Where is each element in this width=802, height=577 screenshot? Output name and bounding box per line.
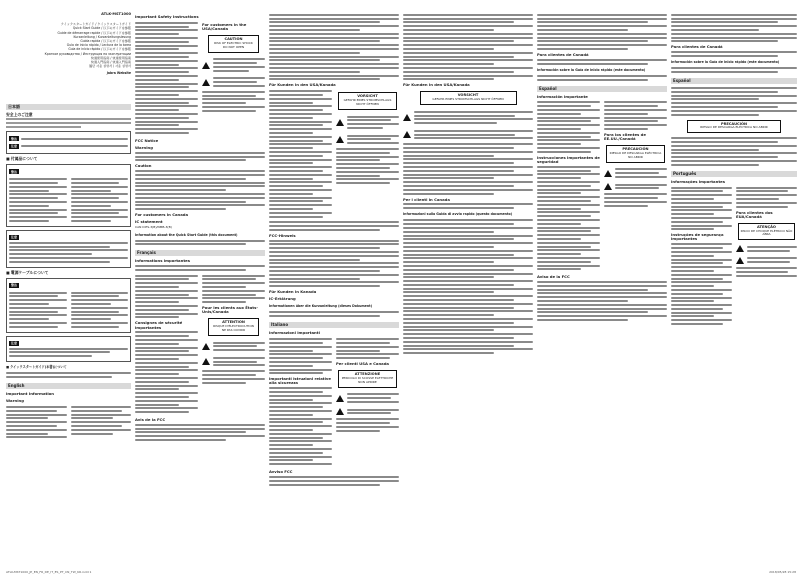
en-canada: For customers in Canada <box>135 212 189 218</box>
column-6 <box>671 12 797 564</box>
it-usa: Per clienti USA e Canada <box>336 361 389 367</box>
guide-line: Guía de inicio rápido / Lectura de la tarea <box>66 43 131 48</box>
de-canada: Für Kunden in Kanada <box>269 289 317 295</box>
es-caution-box-2 <box>687 120 781 134</box>
column-3 <box>269 12 399 564</box>
guide-line: Guia de início rápido / 以下のガイドを参照 <box>68 47 131 52</box>
caution-title: VORSICHT <box>357 94 378 99</box>
guide-line: クイックスタートガイド / クイックスタートガイド <box>60 22 131 27</box>
en-ic: IC statement <box>135 219 163 225</box>
de-ic: IC-Erklärung <box>269 296 296 302</box>
guide-line: Guide de démarrage rapide / 以下のガイドを参照 <box>57 30 131 35</box>
en-fcc-warning: Warning <box>135 144 153 150</box>
es-important: Información importante <box>537 93 588 99</box>
column-5 <box>537 12 667 564</box>
guide-line: Quick Start Guide / 以下のガイドを参照 <box>72 26 131 31</box>
es-usa: Para los clientes de EE.UU./Canadá <box>604 132 646 142</box>
fr-caution-box <box>208 318 258 335</box>
exclamation-warning-icon <box>336 136 344 143</box>
exclamation-warning-icon <box>202 79 210 86</box>
it-about: Informazioni sulla Guida di avvio rapido (questo documento) <box>403 212 513 217</box>
exclamation-warning-icon <box>336 408 344 415</box>
exclamation-warning-icon <box>604 183 612 190</box>
en-safety-title: Important Safety Instructions <box>135 14 199 19</box>
en-usa-canada: For customers in the USA/Canada <box>202 22 247 32</box>
section-japanese: 日本語 <box>6 104 131 110</box>
it-important: Informazioni importanti <box>269 330 320 336</box>
jp-power-table <box>6 278 131 333</box>
section-espanol: Español <box>537 86 667 92</box>
it-caution-box <box>338 370 398 387</box>
caution-body: RIESGO DE DESCARGA ELÉCTRICA NO ABRIR <box>609 151 662 159</box>
jp-warning-table <box>6 164 131 226</box>
section-english: English <box>6 383 131 389</box>
pt-safety: Instruções de segurança importantes <box>671 232 724 242</box>
de-usa: Für Kunden in den USA/Kanada <box>269 82 336 88</box>
fr-usa: Pour les clients aux États-Unis/Canada <box>202 305 258 315</box>
lightning-warning-icon <box>604 170 612 177</box>
fr-safety: Consignes de sécurité importantes <box>135 320 183 330</box>
de-usa-2: Für Kunden in den USA/Kanada <box>403 82 470 88</box>
caution-badge: 注意 <box>11 235 18 240</box>
de-caution-box-2 <box>420 91 517 105</box>
jp-warning-box <box>6 131 131 154</box>
caution-body: PERICOLO DI SCOSSE ELETTRICHE NON APRIRE <box>341 376 394 384</box>
caution-title: ATTENZIONE <box>354 372 381 377</box>
exclamation-warning-icon <box>403 131 411 138</box>
model-number: ATLK-MST1000 <box>101 12 131 16</box>
guide-line: Kurzanleitung / Kurzanleitungslesung <box>73 34 131 39</box>
jp-sub-power: ■ 電源ケーブルについて <box>6 269 49 275</box>
caution-title: PRECAUCIÓN <box>720 121 748 126</box>
es-canada: Para clientes de Canadá <box>537 51 589 57</box>
footer-date: 2018/05/28 15:28 <box>769 570 796 574</box>
warning-badge: 警告 <box>11 136 18 141</box>
caution-title: ATTENTION <box>222 320 245 325</box>
lightning-warning-icon <box>736 245 744 252</box>
caution-badge: 注意 <box>11 341 18 346</box>
it-safety: Importanti istruzioni relative alla sicurezza <box>269 376 331 386</box>
footer-file: ATLK-MST1000_JP_EN_FR_DE_IT_ES_PT_CN_TW_KR.indd 1 <box>6 570 92 574</box>
column-1 <box>6 12 131 564</box>
fr-important: Informations importantes <box>135 258 190 264</box>
caution-body: RISQUE D'ÉLECTROCUTION NE PAS OUVRIR <box>213 324 254 333</box>
warning-badge: 警告 <box>11 169 18 174</box>
pt-usa: Para clientes dos EUA/Canadá <box>736 209 773 219</box>
en-warning-label: Warning <box>6 398 24 404</box>
caution-body: RISK OF ELECTRIC SHOCK DO NOT OPEN <box>214 41 253 49</box>
jp-caution-table <box>6 230 131 268</box>
pt-important: Informações importantes <box>671 178 725 184</box>
caution-body: GEFAHR EINES STROMSCHLAGS NICHT ÖFFNEN <box>343 98 392 107</box>
exclamation-warning-icon <box>736 257 744 264</box>
section-italiano: Italiano <box>269 322 399 328</box>
en-caution-box <box>208 35 258 52</box>
site-label: Jabra Website <box>106 71 131 76</box>
column-2 <box>135 12 265 564</box>
lightning-warning-icon <box>202 343 210 350</box>
caution-title: PRECAUCIÓN <box>622 147 649 152</box>
column-4 <box>403 12 533 564</box>
es-about: Información sobre la Guía de inicio rápido (este documento) <box>537 67 646 72</box>
caution-body: RISCO DE CHOQUE ELÉTRICO NÃO ABRA <box>740 228 793 237</box>
es-canada-2: Para clientes de Canadá <box>671 44 723 50</box>
jp-caution-table-2 <box>6 336 131 362</box>
jp-safety-title: 安全上のご注意 <box>6 111 33 117</box>
fr-fcc: Avis de la FCC <box>135 416 166 422</box>
it-fcc: Avviso FCC <box>269 469 293 475</box>
it-canada: Per i clienti in Canada <box>403 196 450 202</box>
pt-caution-box <box>738 223 796 240</box>
lightning-warning-icon <box>336 395 344 402</box>
section-portugues: Português <box>671 171 797 177</box>
jp-note: ■ クイックスタートガイド(本書)について <box>6 365 67 370</box>
exclamation-warning-icon <box>202 358 210 365</box>
caution-body: GEFAHR EINES STROMSCHLAGS NICHT ÖFFNEN <box>432 97 504 102</box>
lightning-warning-icon <box>336 119 344 126</box>
print-footer <box>6 570 796 574</box>
en-important-info: Important Information <box>6 390 54 396</box>
de-fcc: FCC-Hinweis <box>269 232 296 238</box>
caution-title: VORSICHT <box>457 93 479 98</box>
caution-title: ATENÇÃO <box>757 224 776 229</box>
guide-line: 快速入門指南 / 快速入門指南 <box>90 59 131 64</box>
lightning-warning-icon <box>403 114 411 121</box>
section-espanol-2: Español <box>671 78 797 84</box>
en-fcc: FCC Notice <box>135 137 159 143</box>
warning-badge: 警告 <box>11 283 18 288</box>
es-caution-box <box>606 145 666 162</box>
es-fcc: Aviso de la FCC <box>537 274 570 280</box>
jp-sub-accessories: ■ 付属品について <box>6 156 38 162</box>
de-about: Informationen über die Kurzanleitung (dieses Dokument) <box>269 304 373 309</box>
guide-line: Краткое руководство / Инструкция по эксплуатации <box>44 51 131 56</box>
caution-body: RIESGO DE DESCARGA ELÉCTRICA NO ABRIR <box>700 125 768 130</box>
guide-line: Guida rapida / 以下のガイドを参照 <box>80 38 131 43</box>
guide-line: 簡단 사용 설명서 / 사용 설명서 <box>89 64 131 69</box>
guide-line: 快速使用指南 / 快速使用指南 <box>90 55 131 60</box>
es-safety: Instrucciones importantes de seguridad <box>537 154 600 164</box>
section-francais: Français <box>135 250 265 256</box>
de-caution-box <box>338 92 398 109</box>
en-about-guide: Information about the Quick Start Guide (this document) <box>135 232 238 237</box>
ic-value: CAN ICES-3(B)/NMB-3(B) <box>135 225 172 230</box>
lightning-warning-icon <box>202 62 210 69</box>
es-about-2: Información sobre la Guía de inicio rápido (este documento) <box>671 60 780 65</box>
caution-title: CAUTION <box>224 37 243 42</box>
caution-badge: 注意 <box>11 144 18 149</box>
en-fcc-caution: Caution <box>135 163 152 169</box>
guide-list <box>6 22 131 75</box>
